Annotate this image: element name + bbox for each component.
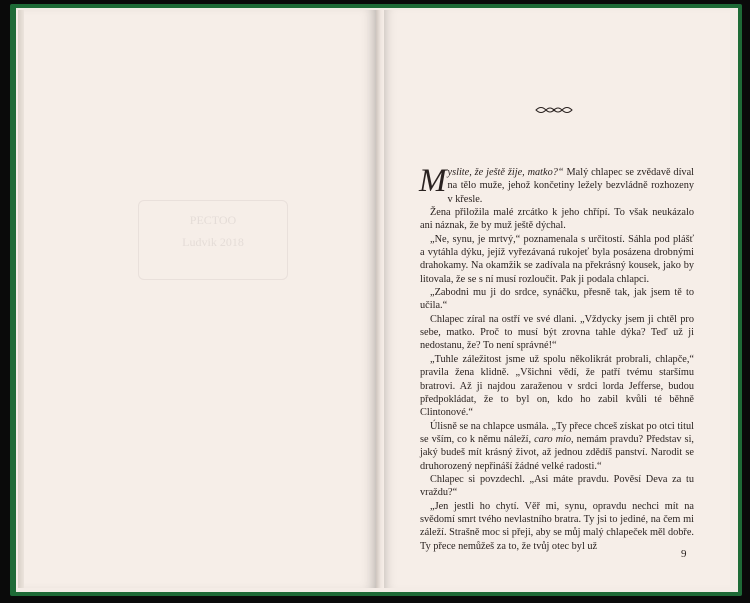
drop-cap: M <box>419 163 447 199</box>
paragraph-1-text: Malý chlapec se zvědavě díval na tělo muže, jehož končetiny ležely bezvládně rozhozeny v křesle. <box>447 167 695 205</box>
paragraph-8: Chlapec si povzdechl. „Asi máte pravdu. Pověsí Deva za tu vraždu?“ <box>420 473 694 499</box>
book-gutter <box>376 10 384 588</box>
opening-italic: yslite, že ještě žije, matko?“ <box>447 167 564 178</box>
paragraph-1 <box>419 163 695 206</box>
paragraph-2: Žena přiložila malé zrcátko k jeho chřípí. To však neukázalo ani náznak, že by muž ještě dýchal. <box>420 207 694 232</box>
paragraph-7 <box>420 420 694 473</box>
paragraph-7-end: , nemám pravdu? Představ si, jaký budeš mít krásný život, až jednou zdědíš panství. Narodit se druhorozený nepřináší žádné velké radosti.“ <box>420 433 695 472</box>
page-edge <box>18 10 24 588</box>
italic-phrase: caro mio <box>534 433 572 445</box>
paragraph-7-start: Úlisně se na chlapce usmála. „Ty přece chceš získat po otci titul se vším, co k němu náleží, <box>420 420 694 445</box>
stamp-line-1: PECTOO <box>189 213 237 227</box>
paragraph-4: „Zabodni mu ji do srdce, synáčku, přesně tak, jak jsem tě to učila.“ <box>420 287 694 312</box>
paragraph-6: „Tuhle záležitost jsme už spolu několikrát probrali, chlapče,“ pravila žena klidně. „Všichni vědí, že patří tvému staršímu bratrovi. Až ji najdou zaraženou v srdci lorda Jefferse, budou předpokládat, že to byl on, kdo ho zabil kvůli té běhně Clintonové.“ <box>420 353 694 419</box>
chapter-ornament-icon <box>535 105 573 115</box>
faded-stamp <box>138 200 288 280</box>
paragraph-5: Chlapec zíral na ostří ve své dlani. „Vždycky jsem ji chtěl pro sebe, matko. Proč to musí být zrovna tahle dýka? Teď už ji nedostanu, že? To není správné!“ <box>420 313 694 352</box>
paragraph-9: „Jen jestli ho chytí. Věř mi, synu, opravdu nechci mít na svědomí smrt tvého nevlastního bratra. Ty jsi to jediné, na čem mi záleží. Strašně moc si přeji, aby se můj malý chlapeček měl dobře. Ty přece nemůžeš za to, že tvůj otec byl už <box>420 500 694 552</box>
left-page-blank <box>18 10 376 588</box>
paragraph-3: „Ne, synu, je mrtvý,“ poznamenala s určitostí. Sáhla pod plášť a vytáhla dýku, jejíž vyřezávaná rukojeť byla posázena drobnými drahokamy. Na okamžik se zadívala na překrásný kousek, jako by litovala, že se s ní musí rozloučit. Pak ji podala chlapci. <box>420 233 694 285</box>
page-number: 9 <box>681 548 687 560</box>
chapter-text <box>419 163 695 553</box>
stamp-line-2: Ludvik 2018 <box>182 235 244 249</box>
